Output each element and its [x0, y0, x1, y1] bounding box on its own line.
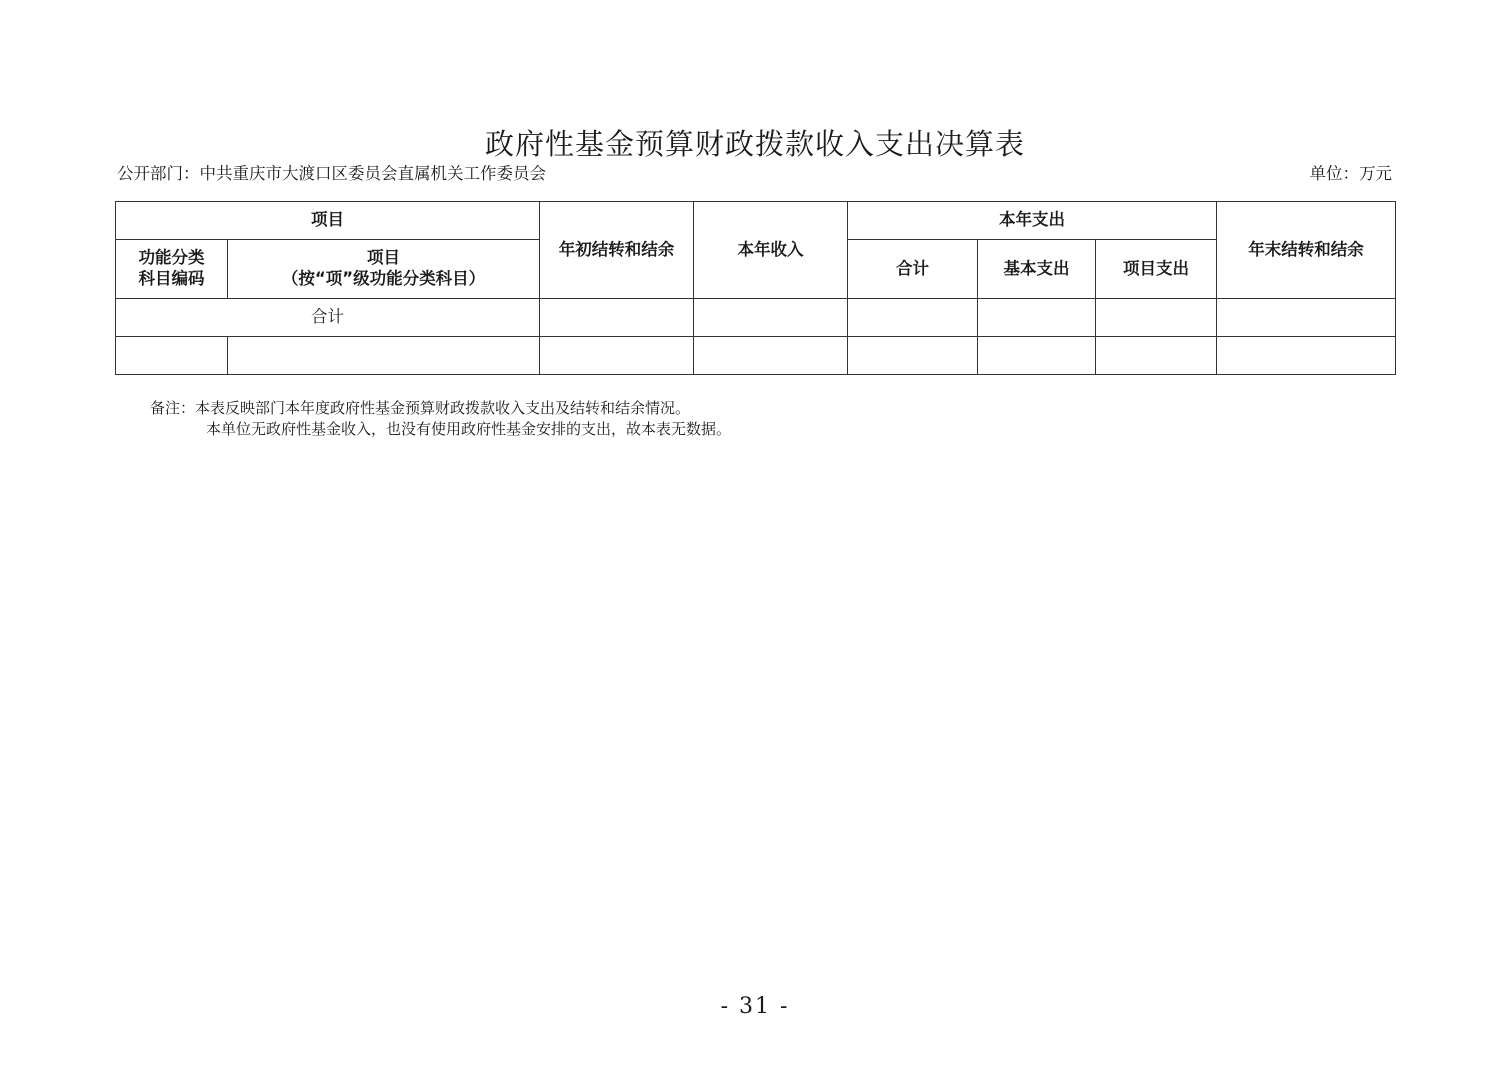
header-function-code-line2: 科目编码: [138, 269, 205, 288]
header-project-expense: 项目支出: [1096, 240, 1217, 299]
header-basic-expense: 基本支出: [978, 240, 1096, 299]
total-opening-balance: [540, 299, 694, 337]
budget-table: [115, 201, 1396, 375]
table-cell: [540, 337, 694, 375]
page-number: - 31 -: [720, 994, 790, 1019]
total-current-income: [694, 299, 848, 337]
total-basic-expense: [978, 299, 1096, 337]
note-line-2: 本单位无政府性基金收入，也没有使用政府性基金安排的支出，故本表无数据。: [206, 420, 732, 438]
table-cell: [1217, 337, 1396, 375]
header-function-code: [116, 240, 228, 299]
total-closing-balance: [1217, 299, 1396, 337]
table-cell: [1096, 337, 1217, 375]
notes: [150, 398, 731, 440]
header-item-line2: （按“项”级功能分类科目）: [281, 269, 486, 288]
header-item-line1: 项目: [367, 248, 400, 268]
department-label: 公开部门：中共重庆市大渡口区委员会直属机关工作委员会: [117, 164, 546, 183]
page-title: 政府性基金预算财政拨款收入支出决算表: [484, 127, 1025, 161]
note-line-1: 备注：本表反映部门本年度政府性基金预算财政拨款收入支出及结转和结余情况。: [150, 399, 691, 417]
total-project-expense: [1096, 299, 1217, 337]
header-closing-balance: 年末结转和结余: [1217, 202, 1396, 299]
total-row-label: 合计: [116, 299, 540, 337]
header-item: [228, 240, 540, 299]
header-project-group: 项目: [116, 202, 540, 240]
table-row: [116, 337, 1396, 375]
header-opening-balance: 年初结转和结余: [540, 202, 694, 299]
total-row: [116, 299, 1396, 337]
table-cell: [978, 337, 1096, 375]
table-cell: [694, 337, 848, 375]
table-cell: [848, 337, 978, 375]
header-row-1: [116, 202, 1396, 240]
table-cell: [116, 337, 228, 375]
header-current-income: 本年收入: [694, 202, 848, 299]
header-function-code-line1: 功能分类: [138, 248, 205, 268]
unit-label: 单位：万元: [1309, 164, 1392, 183]
total-expense-total: [848, 299, 978, 337]
header-total: 合计: [848, 240, 978, 299]
header-current-expense-group: 本年支出: [848, 202, 1217, 240]
table-cell: [228, 337, 540, 375]
